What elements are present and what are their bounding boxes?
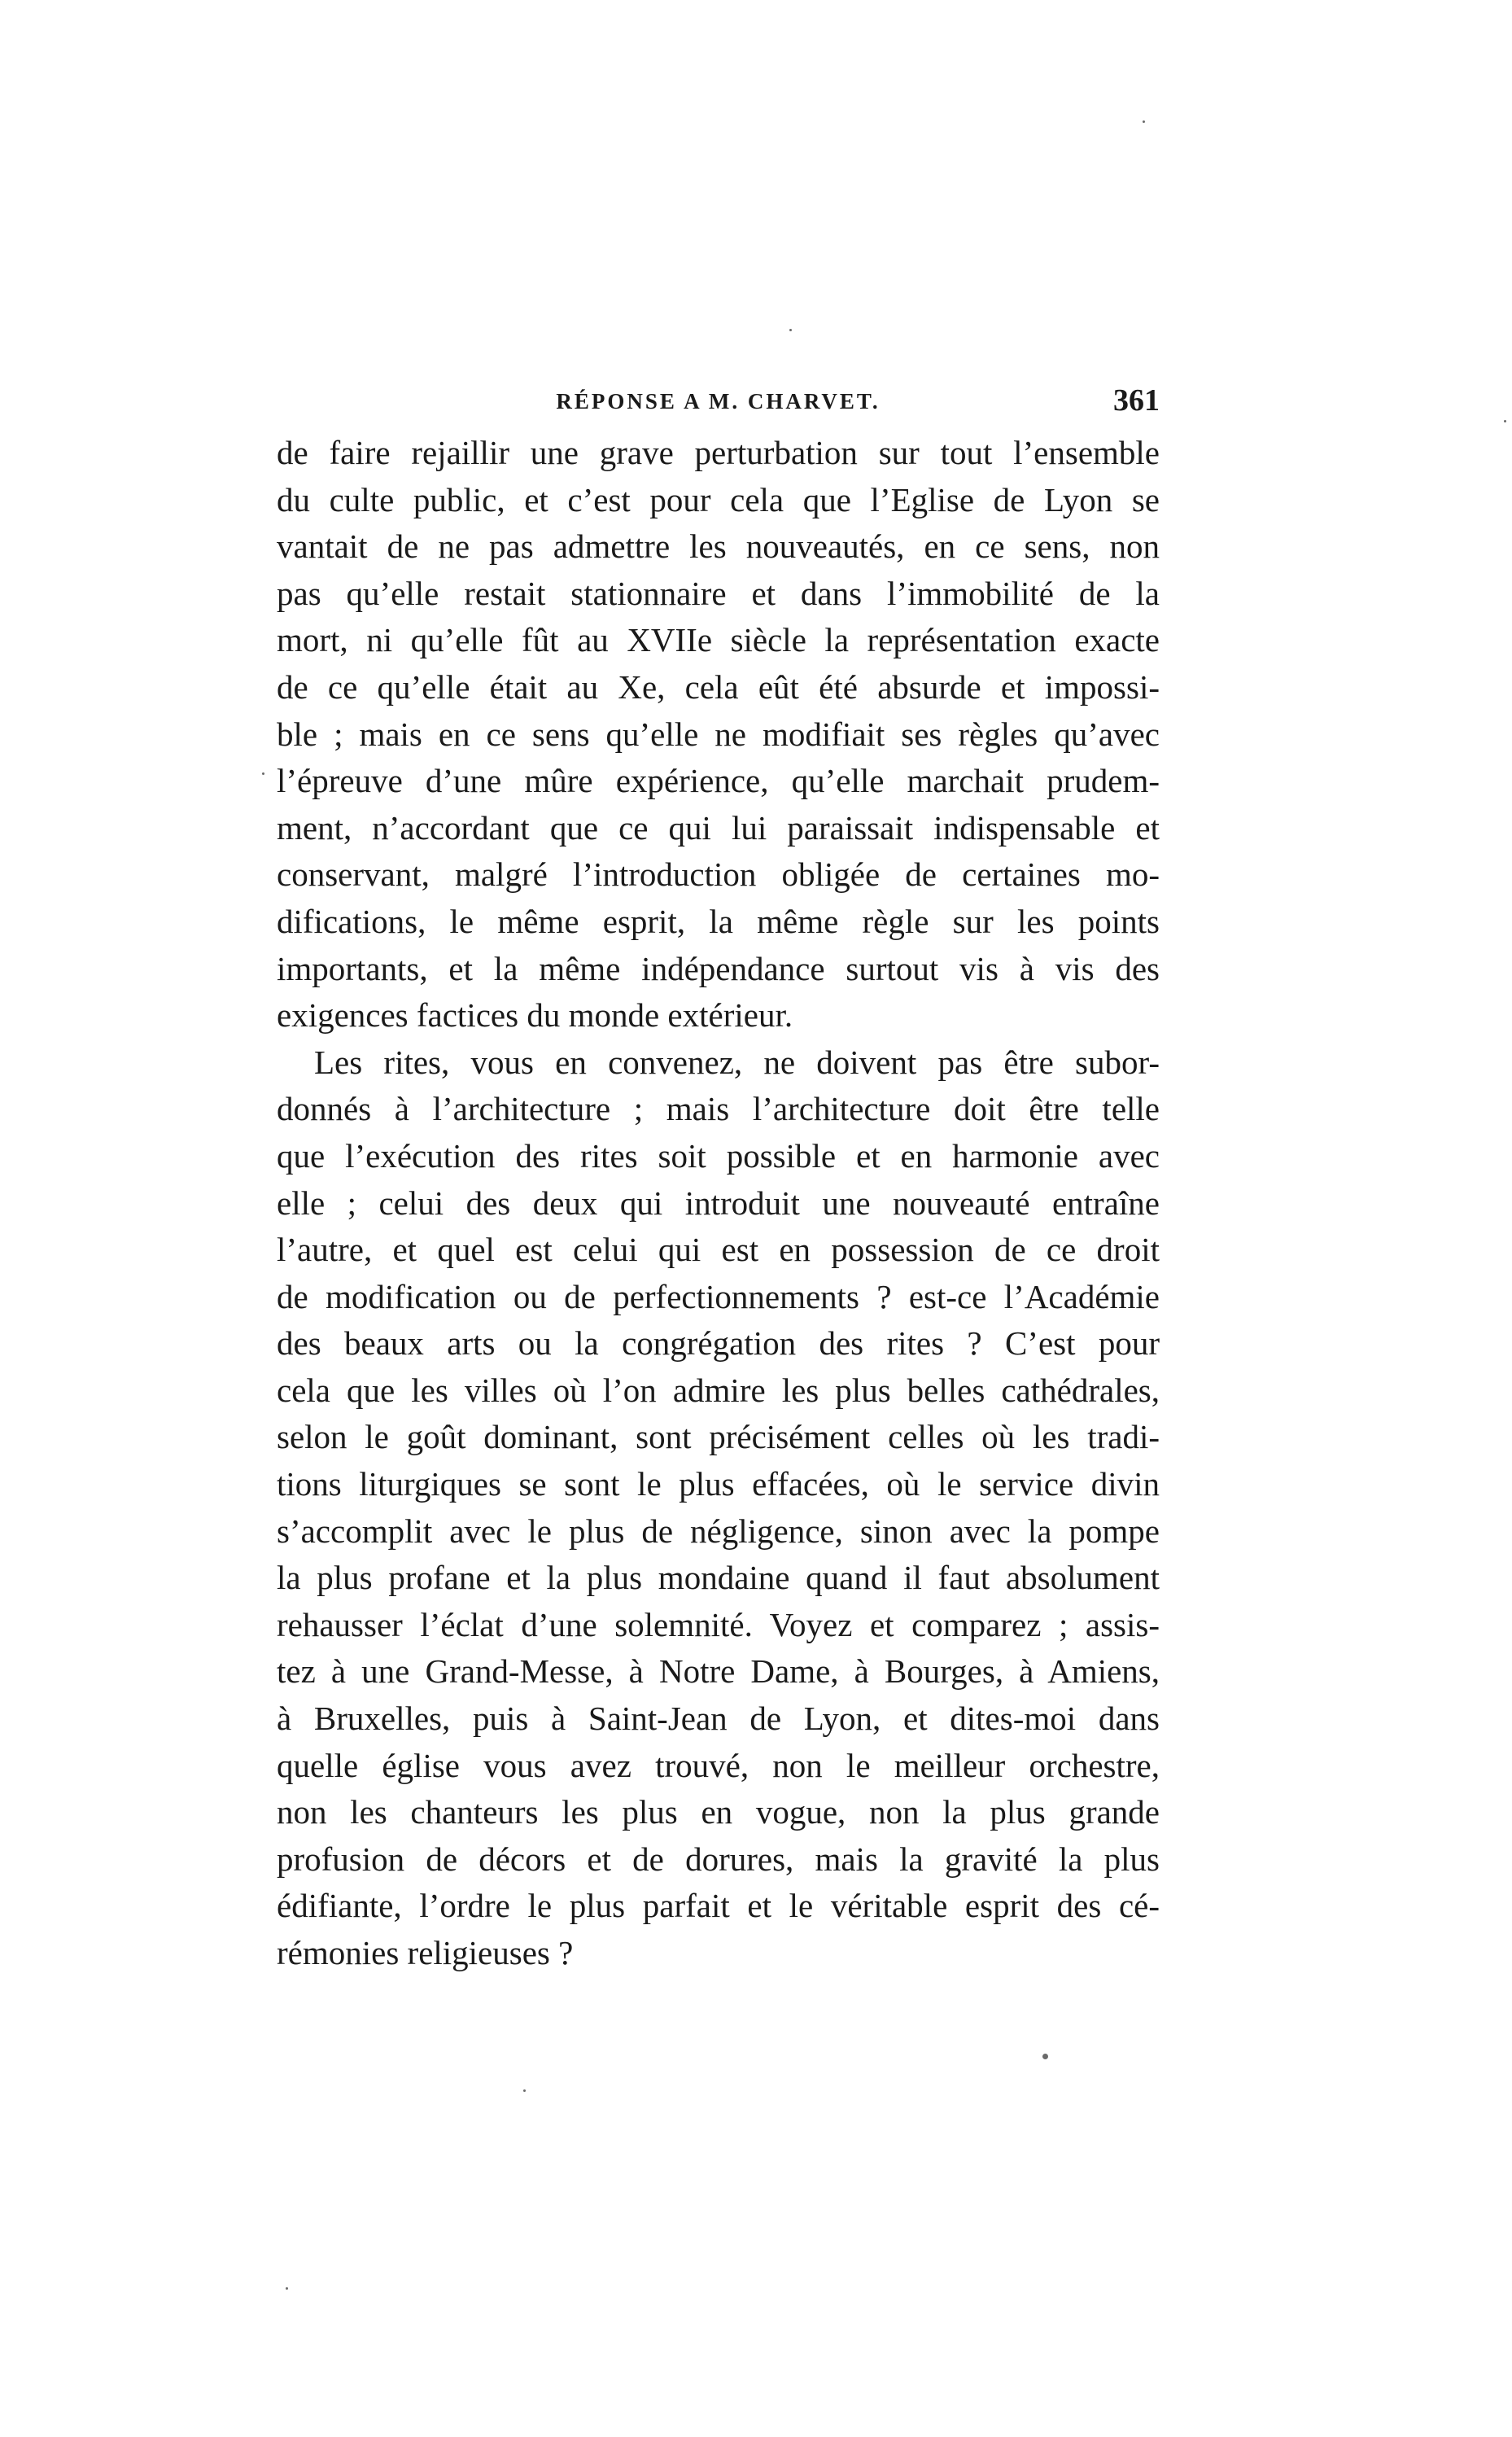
scan-speck	[286, 2287, 288, 2290]
text-line: rehausser l’éclat d’une solemnité. Voyez et comparez ; assis-	[277, 1605, 1160, 1643]
text-line: la plus profane et la plus mondaine quand il faut absolument	[277, 1559, 1160, 1597]
scan-speck	[789, 329, 792, 331]
text-line: de ce qu’elle était au Xe, cela eût été absurde et impossi-	[277, 667, 1160, 706]
text-line: conservant, malgré l’introduction obligée de certaines mo-	[277, 855, 1160, 894]
text-line: ble ; mais en ce sens qu’elle ne modifiait ses règles qu’avec	[277, 715, 1160, 753]
text-line: difications, le même esprit, la même règle sur les points	[277, 902, 1160, 940]
scan-speck	[1143, 120, 1145, 123]
scan-speck	[262, 772, 264, 775]
text-line: ment, n’accordant que ce qui lui paraissait indispensable et	[277, 808, 1160, 847]
running-head	[277, 383, 1160, 418]
scan-speck	[1504, 420, 1506, 422]
scan-speck	[1042, 2054, 1048, 2059]
text-line: des beaux arts ou la congrégation des rites ? C’est pour	[277, 1324, 1160, 1363]
paragraph-start-line: Les rites, vous en convenez, ne doivent pas être subor-	[314, 1043, 1160, 1081]
page-number: 361	[1113, 383, 1160, 418]
text-line: à Bruxelles, puis à Saint-Jean de Lyon, et dites-moi dans	[277, 1700, 1160, 1738]
text-line: édifiante, l’ordre le plus parfait et le véritable esprit des cé-	[277, 1887, 1160, 1925]
text-line: du culte public, et c’est pour cela que l’Eglise de Lyon se	[277, 480, 1160, 518]
running-title: RÉPONSE A M. CHARVET.	[556, 389, 881, 413]
text-line: l’autre, et quel est celui qui est en possession de ce droit	[277, 1231, 1160, 1269]
text-line: vantait de ne pas admettre les nouveautés, en ce sens, non	[277, 527, 1160, 566]
text-line: elle ; celui des deux qui introduit une nouveauté entraîne	[277, 1183, 1160, 1222]
text-line: quelle église vous avez trouvé, non le meilleur orchestre,	[277, 1746, 1160, 1784]
scan-speck	[523, 2089, 526, 2092]
text-line: s’accomplit avec le plus de négligence, sinon avec la pompe	[277, 1512, 1160, 1550]
text-line: mort, ni qu’elle fût au XVIIe siècle la représentation exacte	[277, 621, 1160, 659]
text-line: pas qu’elle restait stationnaire et dans l’immobilité de la	[277, 574, 1160, 612]
text-line: non les chanteurs les plus en vogue, non la plus grande	[277, 1793, 1160, 1831]
text-line: tions liturgiques se sont le plus effacées, où le service divin	[277, 1465, 1160, 1503]
body-text	[277, 430, 1160, 1977]
text-line: de faire rejaillir une grave perturbation sur tout l’ensemble	[277, 434, 1160, 471]
paragraph-end-line: rémonies religieuses ?	[277, 1934, 574, 1971]
text-line: donnés à l’architecture ; mais l’architecture doit être telle	[277, 1090, 1160, 1128]
text-line: cela que les villes où l’on admire les plus belles cathédrales,	[277, 1371, 1160, 1409]
text-line: profusion de décors et de dorures, mais la gravité la plus	[277, 1840, 1160, 1878]
text-line: que l’exécution des rites soit possible et en harmonie avec	[277, 1136, 1160, 1175]
text-line: tez à une Grand-Messe, à Notre Dame, à Bourges, à Amiens,	[277, 1652, 1160, 1691]
text-line: importants, et la même indépendance surtout vis à vis des	[277, 949, 1160, 987]
text-line: de modification ou de perfectionnements ? est-ce l’Académie	[277, 1277, 1160, 1315]
paragraph-end-line: exigences factices du monde extérieur.	[277, 996, 793, 1035]
text-line: l’épreuve d’une mûre expérience, qu’elle marchait prudem-	[277, 762, 1160, 800]
text-line: selon le goût dominant, sont précisément celles où les tradi-	[277, 1418, 1160, 1456]
